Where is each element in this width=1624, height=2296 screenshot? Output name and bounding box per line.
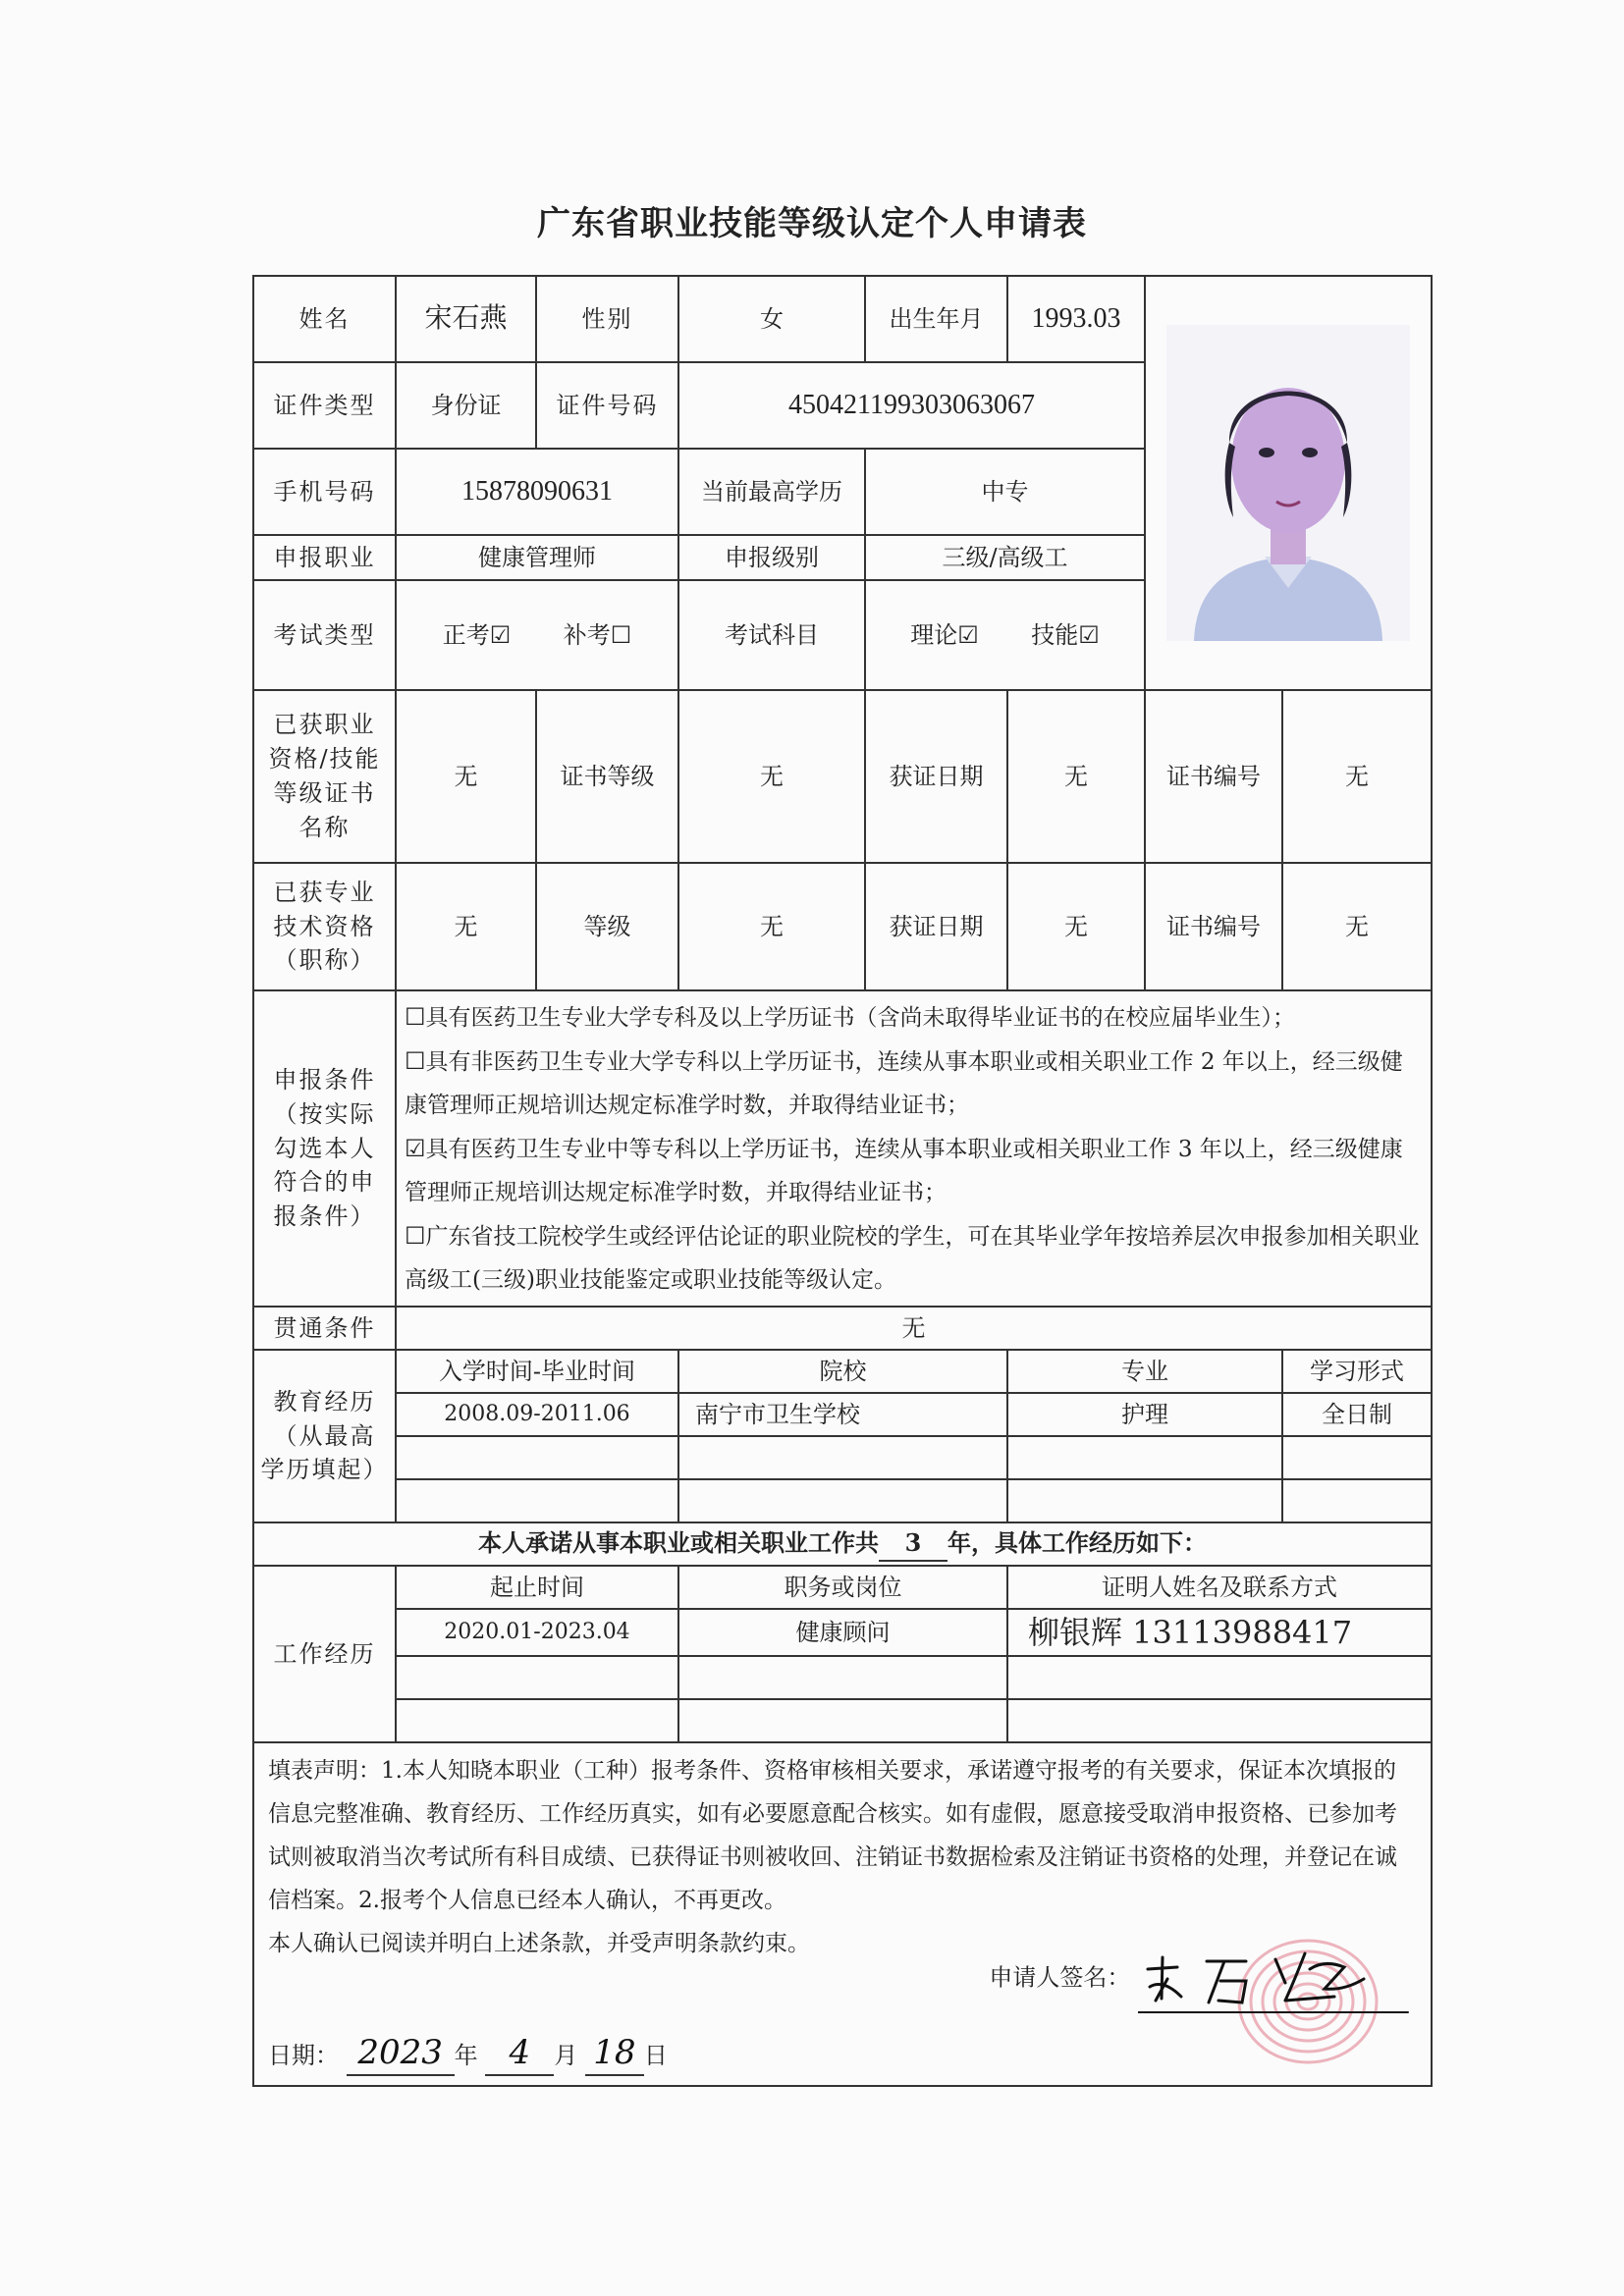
conditions-list <box>396 990 1432 1307</box>
declaration-text: 填表声明：1.本人知晓本职业（工种）报考条件、资格审核相关要求，承诺遵守报考的有关要求，保证本次填报的信息完整准确、教育经历、工作经历真实，如有必要愿意配合核实。如有虚假，愿意接受取消申报资格、已参加考试则被取消当次考试所有科目成绩、已获得证书则被收回、注销证书数据检索及注销证书资格的处理，并登记在诚信档案。2.报考个人信息已经本人确认，不再更改。 <box>268 1758 1397 1914</box>
table-row <box>253 1479 1432 1522</box>
date-line: 日期： 2023 年 4 月 18 日 <box>268 2031 668 2077</box>
handwritten-signature <box>1138 1940 1413 2018</box>
date-day: 18 <box>585 2031 644 2076</box>
exam-subject-label: 考试科目 <box>678 580 865 690</box>
regular-exam-label: 正考 <box>442 620 490 649</box>
cert-date: 无 <box>1007 690 1145 863</box>
cert-no: 无 <box>1282 690 1432 863</box>
declaration-cell <box>253 1742 1432 2086</box>
cert-grade-label: 证书等级 <box>536 690 678 863</box>
condition-item: ☐具有非医药卫生专业大学专科以上学历证书，连续从事本职业或相关职业工作 2 年以上，经三级健康管理师正规培训达规定标准学时数，并取得结业证书； <box>405 1047 1403 1118</box>
condition-item: ☐具有医药卫生专业大学专科及以上学历证书（含尚未取得毕业证书的在校应届毕业生）； <box>405 1003 1296 1031</box>
birth-value: 1993.03 <box>1007 276 1145 362</box>
level-value: 三级/高级工 <box>865 535 1145 580</box>
gender-label: 性别 <box>536 276 678 362</box>
through-value: 无 <box>396 1307 1432 1350</box>
birth-label: 出生年月 <box>865 276 1007 362</box>
cert-grade: 无 <box>678 690 865 863</box>
theory-label: 理论 <box>910 620 958 649</box>
signature-row <box>989 1940 1413 2018</box>
work-position: 健康顾问 <box>678 1609 1007 1656</box>
edu-major: 护理 <box>1007 1393 1282 1436</box>
condition-item: ☐广东省技工院校学生或经评估论证的职业院校的学生，可在其毕业学年按培养层次申报参加相关职业高级工(三级)职业技能鉴定或职业技能等级认定。 <box>405 1222 1420 1293</box>
theory-checkbox[interactable]: ☑ <box>957 620 979 649</box>
makeup-exam-checkbox[interactable]: ☐ <box>610 620 632 649</box>
table-row <box>253 1656 1432 1699</box>
tech-name: 无 <box>396 863 536 990</box>
id-type-value: 身份证 <box>396 362 536 449</box>
phone-value: 15878090631 <box>396 449 678 535</box>
date-label: 日期： <box>268 2042 339 2070</box>
cert-date-label: 获证日期 <box>865 690 1007 863</box>
condition-item: ☑具有医药卫生专业中等专科以上学历证书，连续从事本职业或相关职业工作 3 年以上，经三级健康管理师正规培训达规定标准学时数，并取得结业证书； <box>405 1135 1403 1205</box>
date-year: 2023 <box>347 2031 455 2076</box>
skill-label: 技能 <box>1031 620 1079 649</box>
education-label: 教育经历 （从最高 学历填起） <box>253 1350 396 1522</box>
skill-checkbox[interactable]: ☑ <box>1078 620 1100 649</box>
cert-name: 无 <box>396 690 536 863</box>
date-month: 4 <box>485 2031 554 2076</box>
work-period: 2020.01-2023.04 <box>396 1609 678 1656</box>
id-no-label: 证件号码 <box>536 362 678 449</box>
table-row <box>253 1393 1432 1436</box>
edu-mode: 全日制 <box>1282 1393 1432 1436</box>
edu-header-major: 专业 <box>1007 1350 1282 1393</box>
occupation-value: 健康管理师 <box>396 535 678 580</box>
edu-label: 当前最高学历 <box>678 449 865 535</box>
id-no-value: 450421199303063067 <box>678 362 1145 449</box>
tech-no-label: 证书编号 <box>1145 863 1282 990</box>
edu-period: 2008.09-2011.06 <box>396 1393 678 1436</box>
declaration-confirm: 本人确认已阅读并明白上述条款，并受声明条款约束。 <box>268 1931 810 1957</box>
occupation-label: 申报职业 <box>253 535 396 580</box>
edu-header-mode: 学习形式 <box>1282 1350 1432 1393</box>
table-row <box>253 1436 1432 1479</box>
edu-school: 南宁市卫生学校 <box>678 1393 1007 1436</box>
work-header-period: 起止时间 <box>396 1566 678 1609</box>
tech-grade-label: 等级 <box>536 863 678 990</box>
condition-4-checkbox[interactable]: ☐ <box>405 1222 426 1250</box>
work-years: 3 <box>879 1526 947 1563</box>
cert-label: 已获职业 资格/技能 等级证书 名称 <box>253 690 396 863</box>
exam-subject-value <box>865 580 1145 690</box>
tech-date: 无 <box>1007 863 1145 990</box>
work-header-position: 职务或岗位 <box>678 1566 1007 1609</box>
work-header-reference: 证明人姓名及联系方式 <box>1007 1566 1432 1609</box>
exam-type-label: 考试类型 <box>253 580 396 690</box>
work-label: 工作经历 <box>253 1566 396 1742</box>
form-table <box>252 275 1433 2087</box>
cert-no-label: 证书编号 <box>1145 690 1282 863</box>
gender-value: 女 <box>678 276 865 362</box>
table-row <box>253 1699 1432 1742</box>
regular-exam-checkbox[interactable]: ☑ <box>489 620 512 649</box>
tech-grade: 无 <box>678 863 865 990</box>
makeup-exam-label: 补考 <box>563 620 611 649</box>
condition-3-checkbox[interactable]: ☑ <box>405 1135 426 1162</box>
condition-1-checkbox[interactable]: ☐ <box>405 1003 426 1031</box>
phone-label: 手机号码 <box>253 449 396 535</box>
exam-type-value <box>396 580 678 690</box>
work-pledge: 本人承诺从事本职业或相关职业工作共 3 年，具体工作经历如下： <box>253 1522 1432 1566</box>
application-form <box>252 275 1431 2073</box>
edu-value: 中专 <box>865 449 1145 535</box>
tech-label: 已获专业 技术资格 （职称） <box>253 863 396 990</box>
tech-date-label: 获证日期 <box>865 863 1007 990</box>
tech-no: 无 <box>1282 863 1432 990</box>
edu-header-school: 院校 <box>678 1350 1007 1393</box>
name-value: 宋石燕 <box>396 276 536 362</box>
conditions-label: 申报条件 （按实际 勾选本人 符合的申 报条件） <box>253 990 396 1307</box>
table-row <box>253 1609 1432 1656</box>
signature-label: 申请人签名： <box>989 1963 1131 1992</box>
form-title: 广东省职业技能等级认定个人申请表 <box>537 204 1087 243</box>
condition-2-checkbox[interactable]: ☐ <box>405 1047 426 1075</box>
photo-cell <box>1145 276 1432 690</box>
applicant-photo <box>1166 325 1410 641</box>
name-label: 姓名 <box>253 276 396 362</box>
edu-header-period: 入学时间-毕业时间 <box>396 1350 678 1393</box>
level-label: 申报级别 <box>678 535 865 580</box>
id-type-label: 证件类型 <box>253 362 396 449</box>
work-reference: 柳银辉 13113988417 <box>1007 1609 1432 1656</box>
through-label: 贯通条件 <box>253 1307 396 1350</box>
